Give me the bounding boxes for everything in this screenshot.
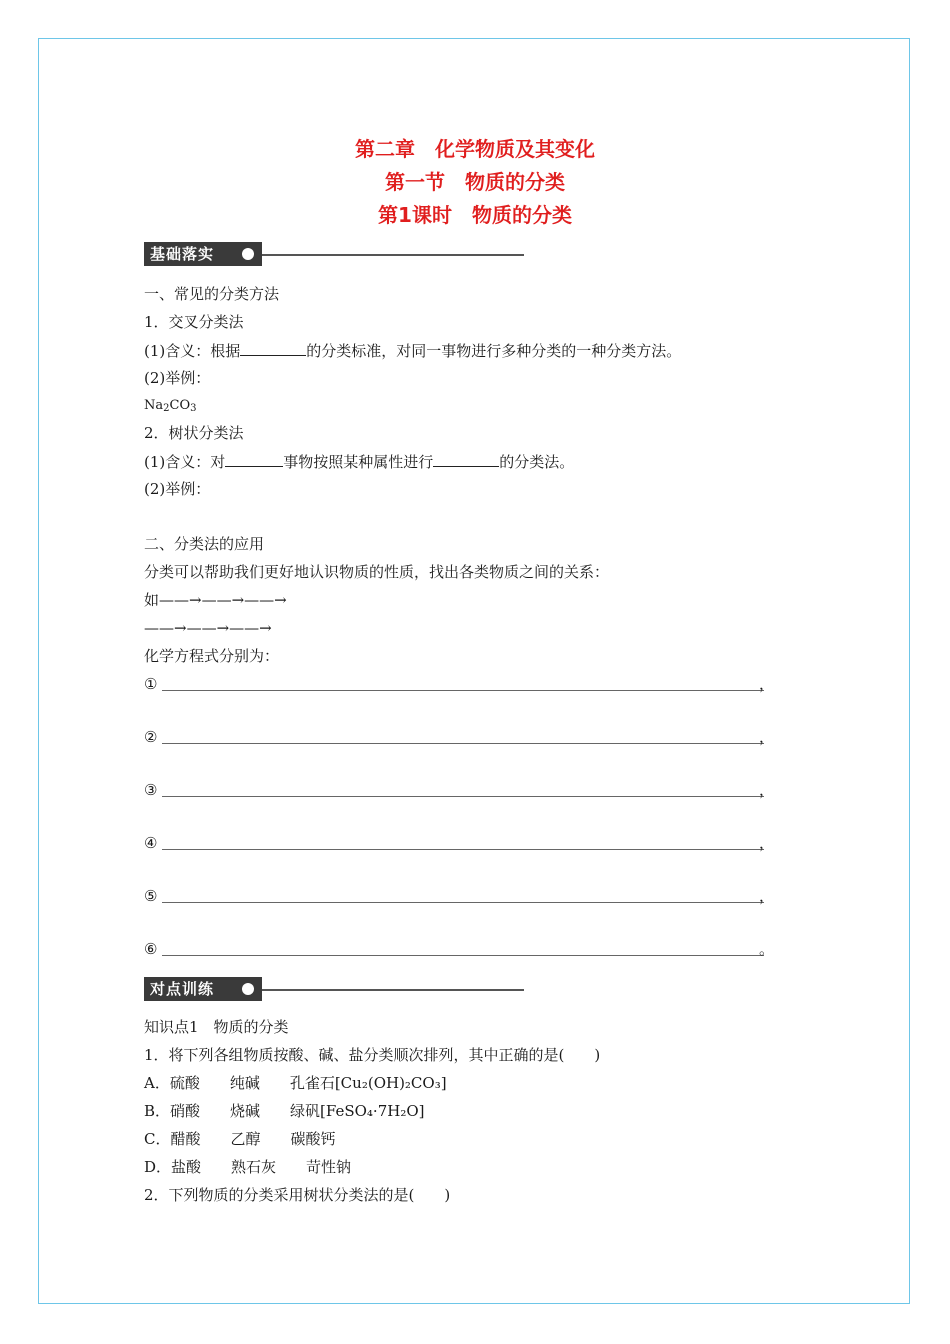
chapter-title: 第二章 化学物质及其变化 xyxy=(355,137,595,161)
section-rule xyxy=(262,989,524,991)
cross-example-label: (2)举例： xyxy=(144,369,211,387)
basics-badge-label: 基础落实 xyxy=(150,245,215,263)
practice-badge xyxy=(144,977,262,1001)
equations-intro: 化学方程式分别为： xyxy=(144,647,280,665)
equation-number: ② xyxy=(144,728,158,746)
cross-definition: (1)含义：根据 的分类标准，对同一事物进行多种分类的一种分类方法。 xyxy=(144,339,681,362)
equation-line[interactable]: ③ ， xyxy=(144,781,774,799)
question-2: 2．下列物质的分类采用树状分类法的是( ) xyxy=(144,1186,451,1204)
practice-badge-label: 对点训练 xyxy=(150,980,215,998)
heading-classification-methods: 一、常见的分类方法 xyxy=(144,285,280,303)
option-c[interactable]: C．醋酸 乙醇 碳酸钙 xyxy=(144,1130,336,1148)
equation-number: ④ xyxy=(144,834,158,852)
dot-icon xyxy=(242,248,254,260)
dot-icon xyxy=(242,983,254,995)
formula-na2co3: $Na_2CO_3$ xyxy=(144,398,197,414)
equation-number: ① xyxy=(144,675,158,693)
reaction-chain-2: ——→——→——→ xyxy=(144,619,272,637)
equation-line[interactable]: ⑥ 。 xyxy=(144,940,774,958)
equation-number: ⑤ xyxy=(144,887,158,905)
knowledge-point: 知识点1 物质的分类 xyxy=(144,1018,289,1036)
equation-number: ③ xyxy=(144,781,158,799)
section-rule xyxy=(262,254,524,256)
basics-badge xyxy=(144,242,262,266)
fill-blank[interactable] xyxy=(225,450,283,467)
section-title: 第一节 物质的分类 xyxy=(385,170,565,194)
equation-number: ⑥ xyxy=(144,940,158,958)
application-text: 分类可以帮助我们更好地认识物质的性质，找出各类物质之间的关系： xyxy=(144,563,610,581)
tree-example-label: (2)举例： xyxy=(144,480,211,498)
tree-definition: (1)含义：对 事物按照某种属性进行 的分类法。 xyxy=(144,450,574,473)
equation-line[interactable]: ① ， xyxy=(144,675,774,693)
reaction-chain-1: 如——→——→——→ xyxy=(144,591,287,609)
equation-line[interactable]: ② ， xyxy=(144,728,774,746)
fill-blank[interactable] xyxy=(240,339,306,356)
heading-tree-classification: 2．树状分类法 xyxy=(144,424,244,442)
equation-line[interactable]: ⑤ ， xyxy=(144,887,774,905)
heading-applications: 二、分类法的应用 xyxy=(144,535,265,553)
option-a[interactable]: A．硫酸 纯碱 孔雀石[Cu₂(OH)₂CO₃] xyxy=(144,1074,447,1092)
option-b[interactable]: B．硝酸 烧碱 绿矾[FeSO₄·7H₂O] xyxy=(144,1102,425,1120)
heading-cross-classification: 1．交叉分类法 xyxy=(144,313,244,331)
question-1: 1．将下列各组物质按酸、碱、盐分类顺次排列，其中正确的是( ) xyxy=(144,1046,601,1064)
fill-blank[interactable] xyxy=(433,450,499,467)
lesson-title: 第1课时 物质的分类 xyxy=(378,203,572,227)
option-d[interactable]: D．盐酸 熟石灰 苛性钠 xyxy=(144,1158,352,1176)
equation-line[interactable]: ④ ， xyxy=(144,834,774,852)
